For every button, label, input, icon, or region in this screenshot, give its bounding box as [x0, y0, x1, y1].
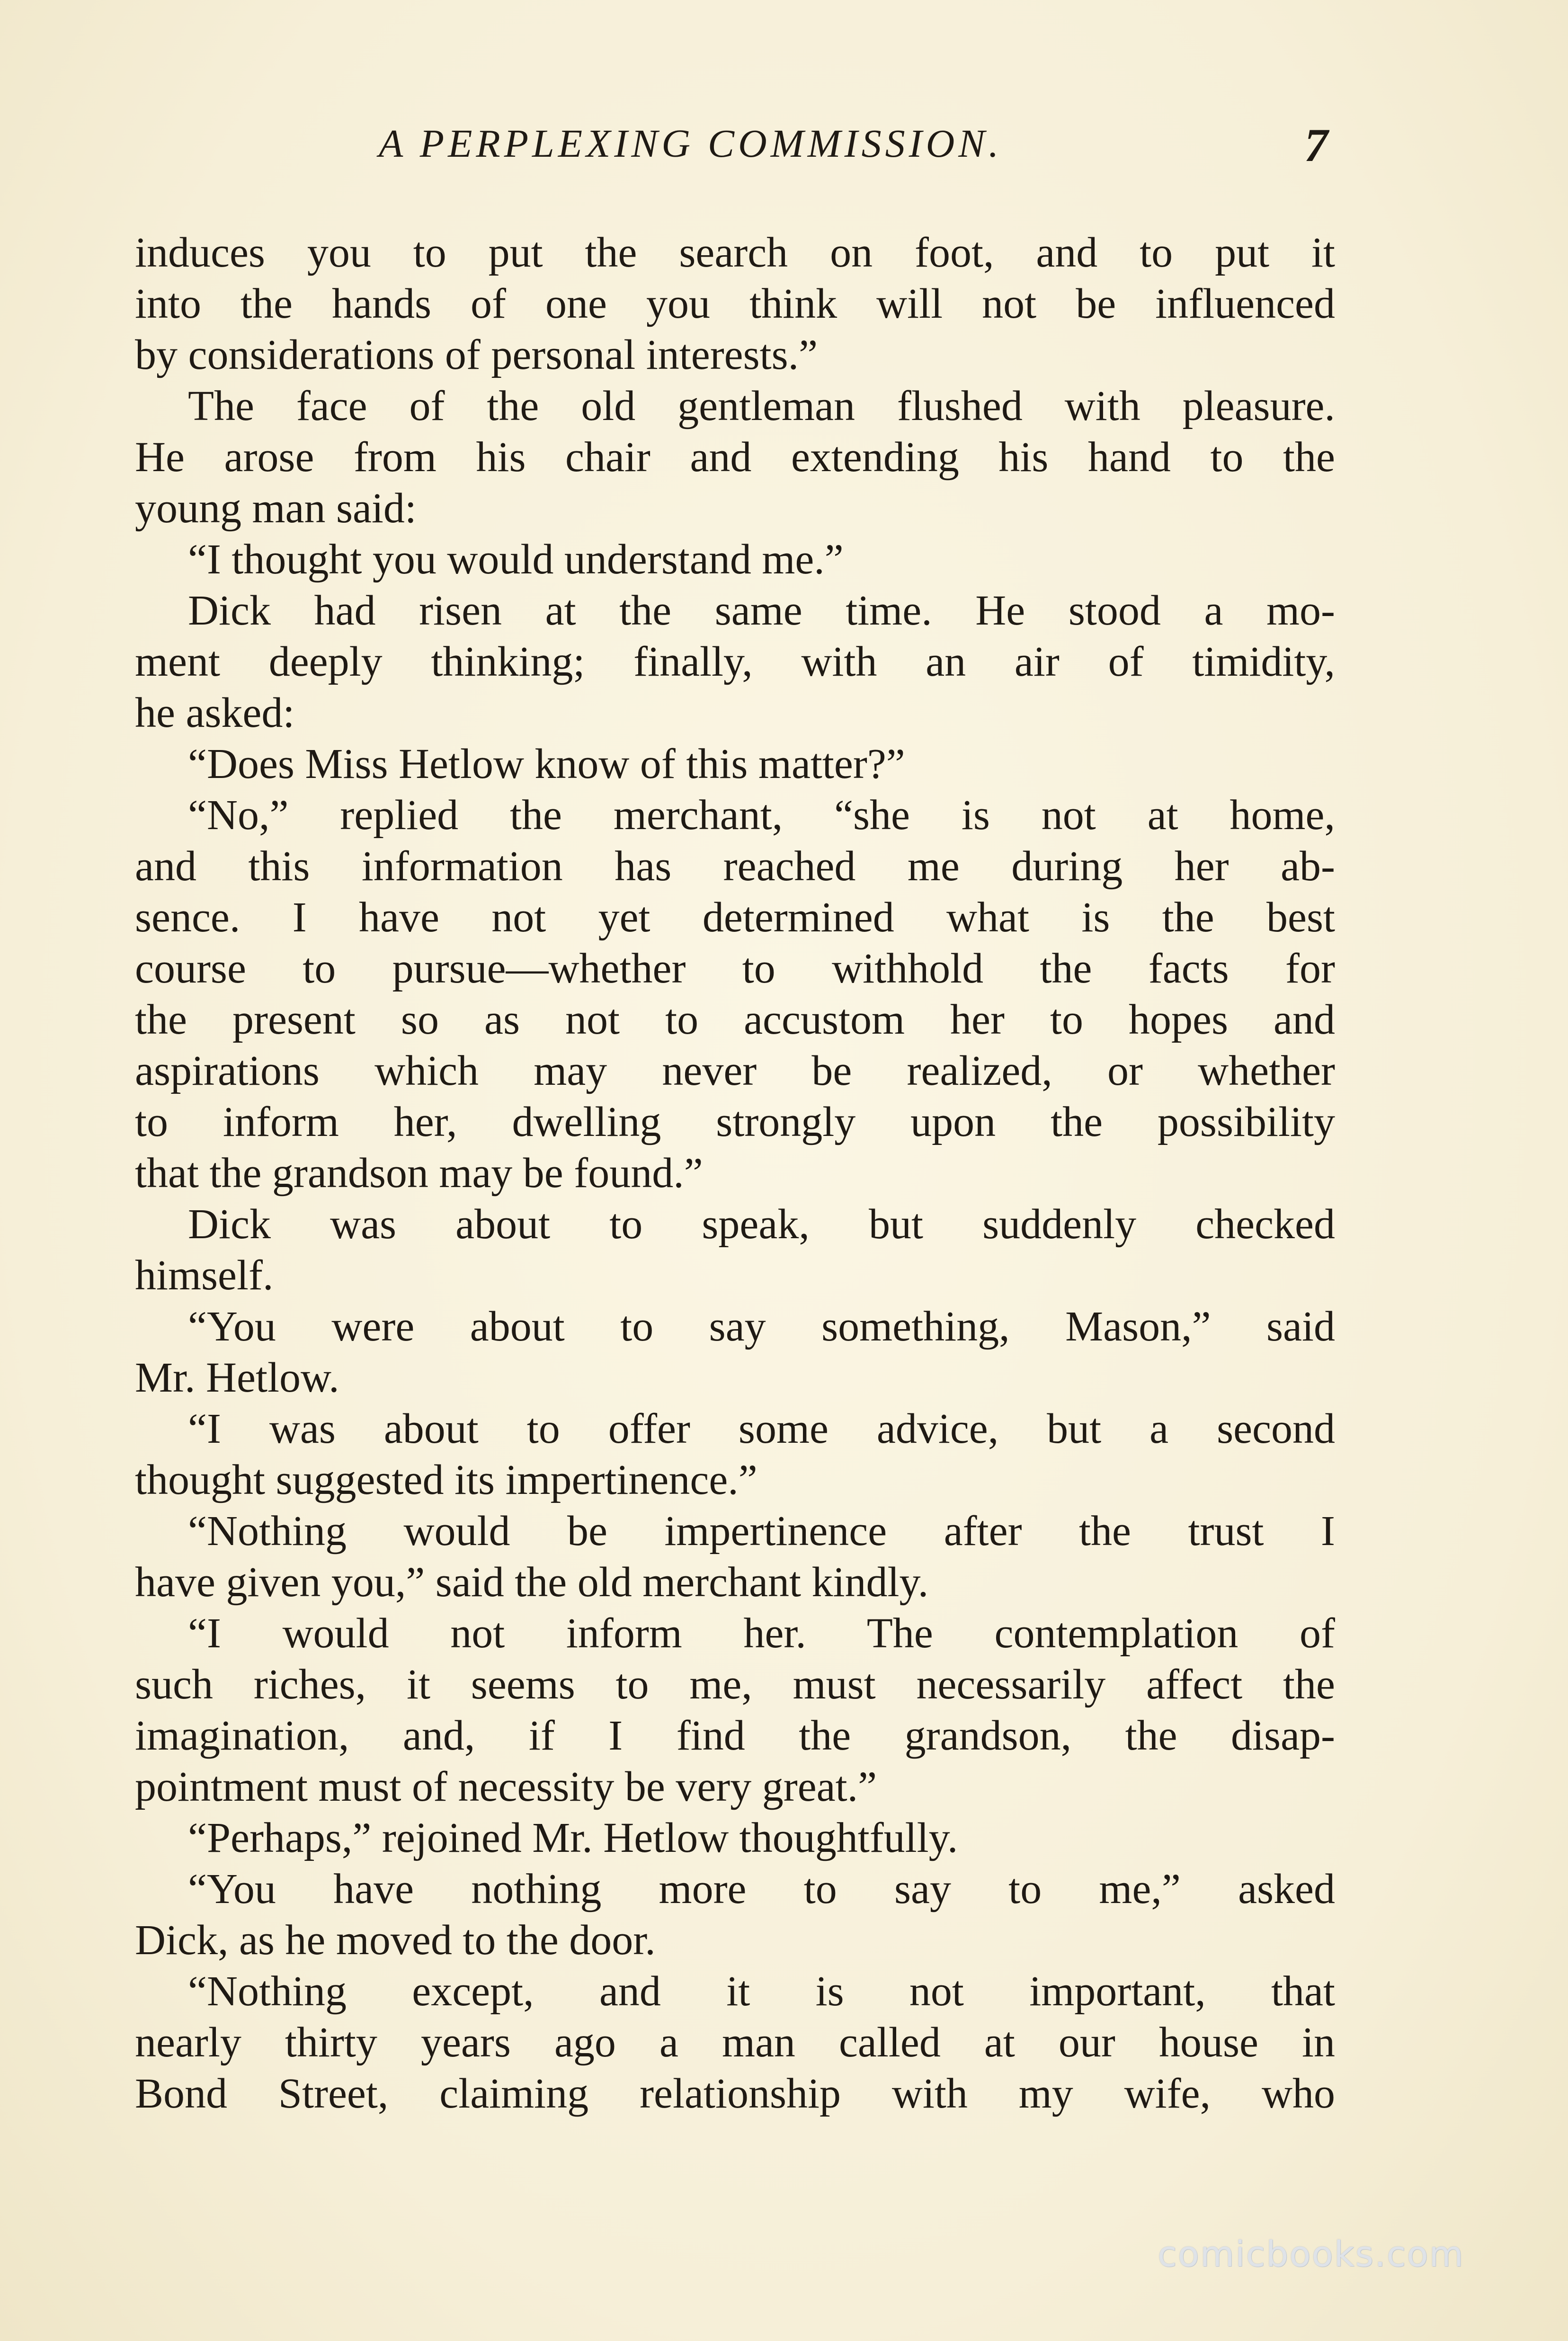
text-line: pointment must of necessity be very great.”	[135, 1763, 877, 1810]
watermark: comicbooks.com	[1158, 2234, 1464, 2275]
text-line: the present so as not to accustom her to hopes and	[135, 996, 1335, 1043]
text-line: The face of the old gentleman flushed with pleasure.	[188, 383, 1335, 429]
text-line: into the hands of one you think will not be influenced	[135, 280, 1335, 327]
text-line: have given you,” said the old merchant kindly.	[135, 1559, 929, 1606]
text-line: “I thought you would understand me.”	[188, 536, 844, 583]
text-line: Dick, as he moved to the door.	[135, 1917, 656, 1964]
text-line: imagination, and, if I find the grandson, the disap-	[135, 1712, 1335, 1759]
text-line: induces you to put the search on foot, and to put it	[135, 229, 1335, 276]
text-line: “I would not inform her. The contemplation of	[188, 1610, 1335, 1657]
text-line: course to pursue—whether to withhold the facts for	[135, 945, 1335, 992]
text-line: “Nothing except, and it is not important, that	[188, 1968, 1335, 2015]
text-line: “Does Miss Hetlow know of this matter?”	[188, 741, 905, 787]
text-line: by considerations of personal interests.”	[135, 331, 818, 378]
page-number: 7	[1304, 119, 1328, 171]
text-line: to inform her, dwelling strongly upon the possibility	[135, 1099, 1335, 1145]
text-line: “You have nothing more to say to me,” asked	[188, 1866, 1335, 1912]
text-line: young man said:	[135, 485, 417, 532]
text-line: thought suggested its impertinence.”	[135, 1456, 757, 1503]
body-text	[135, 227, 1335, 2119]
text-line: “No,” replied the merchant, “she is not at home,	[188, 792, 1335, 839]
text-line: “Perhaps,” rejoined Mr. Hetlow thoughtfully.	[188, 1814, 958, 1861]
text-line: sence. I have not yet determined what is the best	[135, 894, 1335, 941]
text-line: “You were about to say something, Mason,” said	[188, 1303, 1335, 1350]
text-line: Bond Street, claiming relationship with my wife, who	[135, 2070, 1335, 2117]
text-line: aspirations which may never be realized, or whether	[135, 1047, 1335, 1094]
text-line: and this information has reached me during her ab-	[135, 843, 1335, 890]
text-line: “I was about to offer some advice, but a second	[188, 1405, 1335, 1452]
text-line: Dick had risen at the same time. He stood a mo-	[188, 587, 1335, 634]
page-header	[0, 121, 1568, 178]
text-line: nearly thirty years ago a man called at our house in	[135, 2019, 1335, 2066]
text-line: himself.	[135, 1252, 274, 1299]
text-line: ment deeply thinking; finally, with an air of timidity,	[135, 638, 1335, 685]
text-line: “Nothing would be impertinence after the trust I	[188, 1508, 1335, 1555]
text-line: Mr. Hetlow.	[135, 1354, 339, 1401]
text-line: He arose from his chair and extending his hand to the	[135, 434, 1335, 481]
text-line: Dick was about to speak, but suddenly checked	[188, 1201, 1335, 1248]
running-head: A PERPLEXING COMMISSION.	[379, 122, 1003, 166]
text-line: he asked:	[135, 689, 295, 736]
text-line: such riches, it seems to me, must necessarily affect the	[135, 1661, 1335, 1708]
text-line: that the grandson may be found.”	[135, 1150, 703, 1197]
